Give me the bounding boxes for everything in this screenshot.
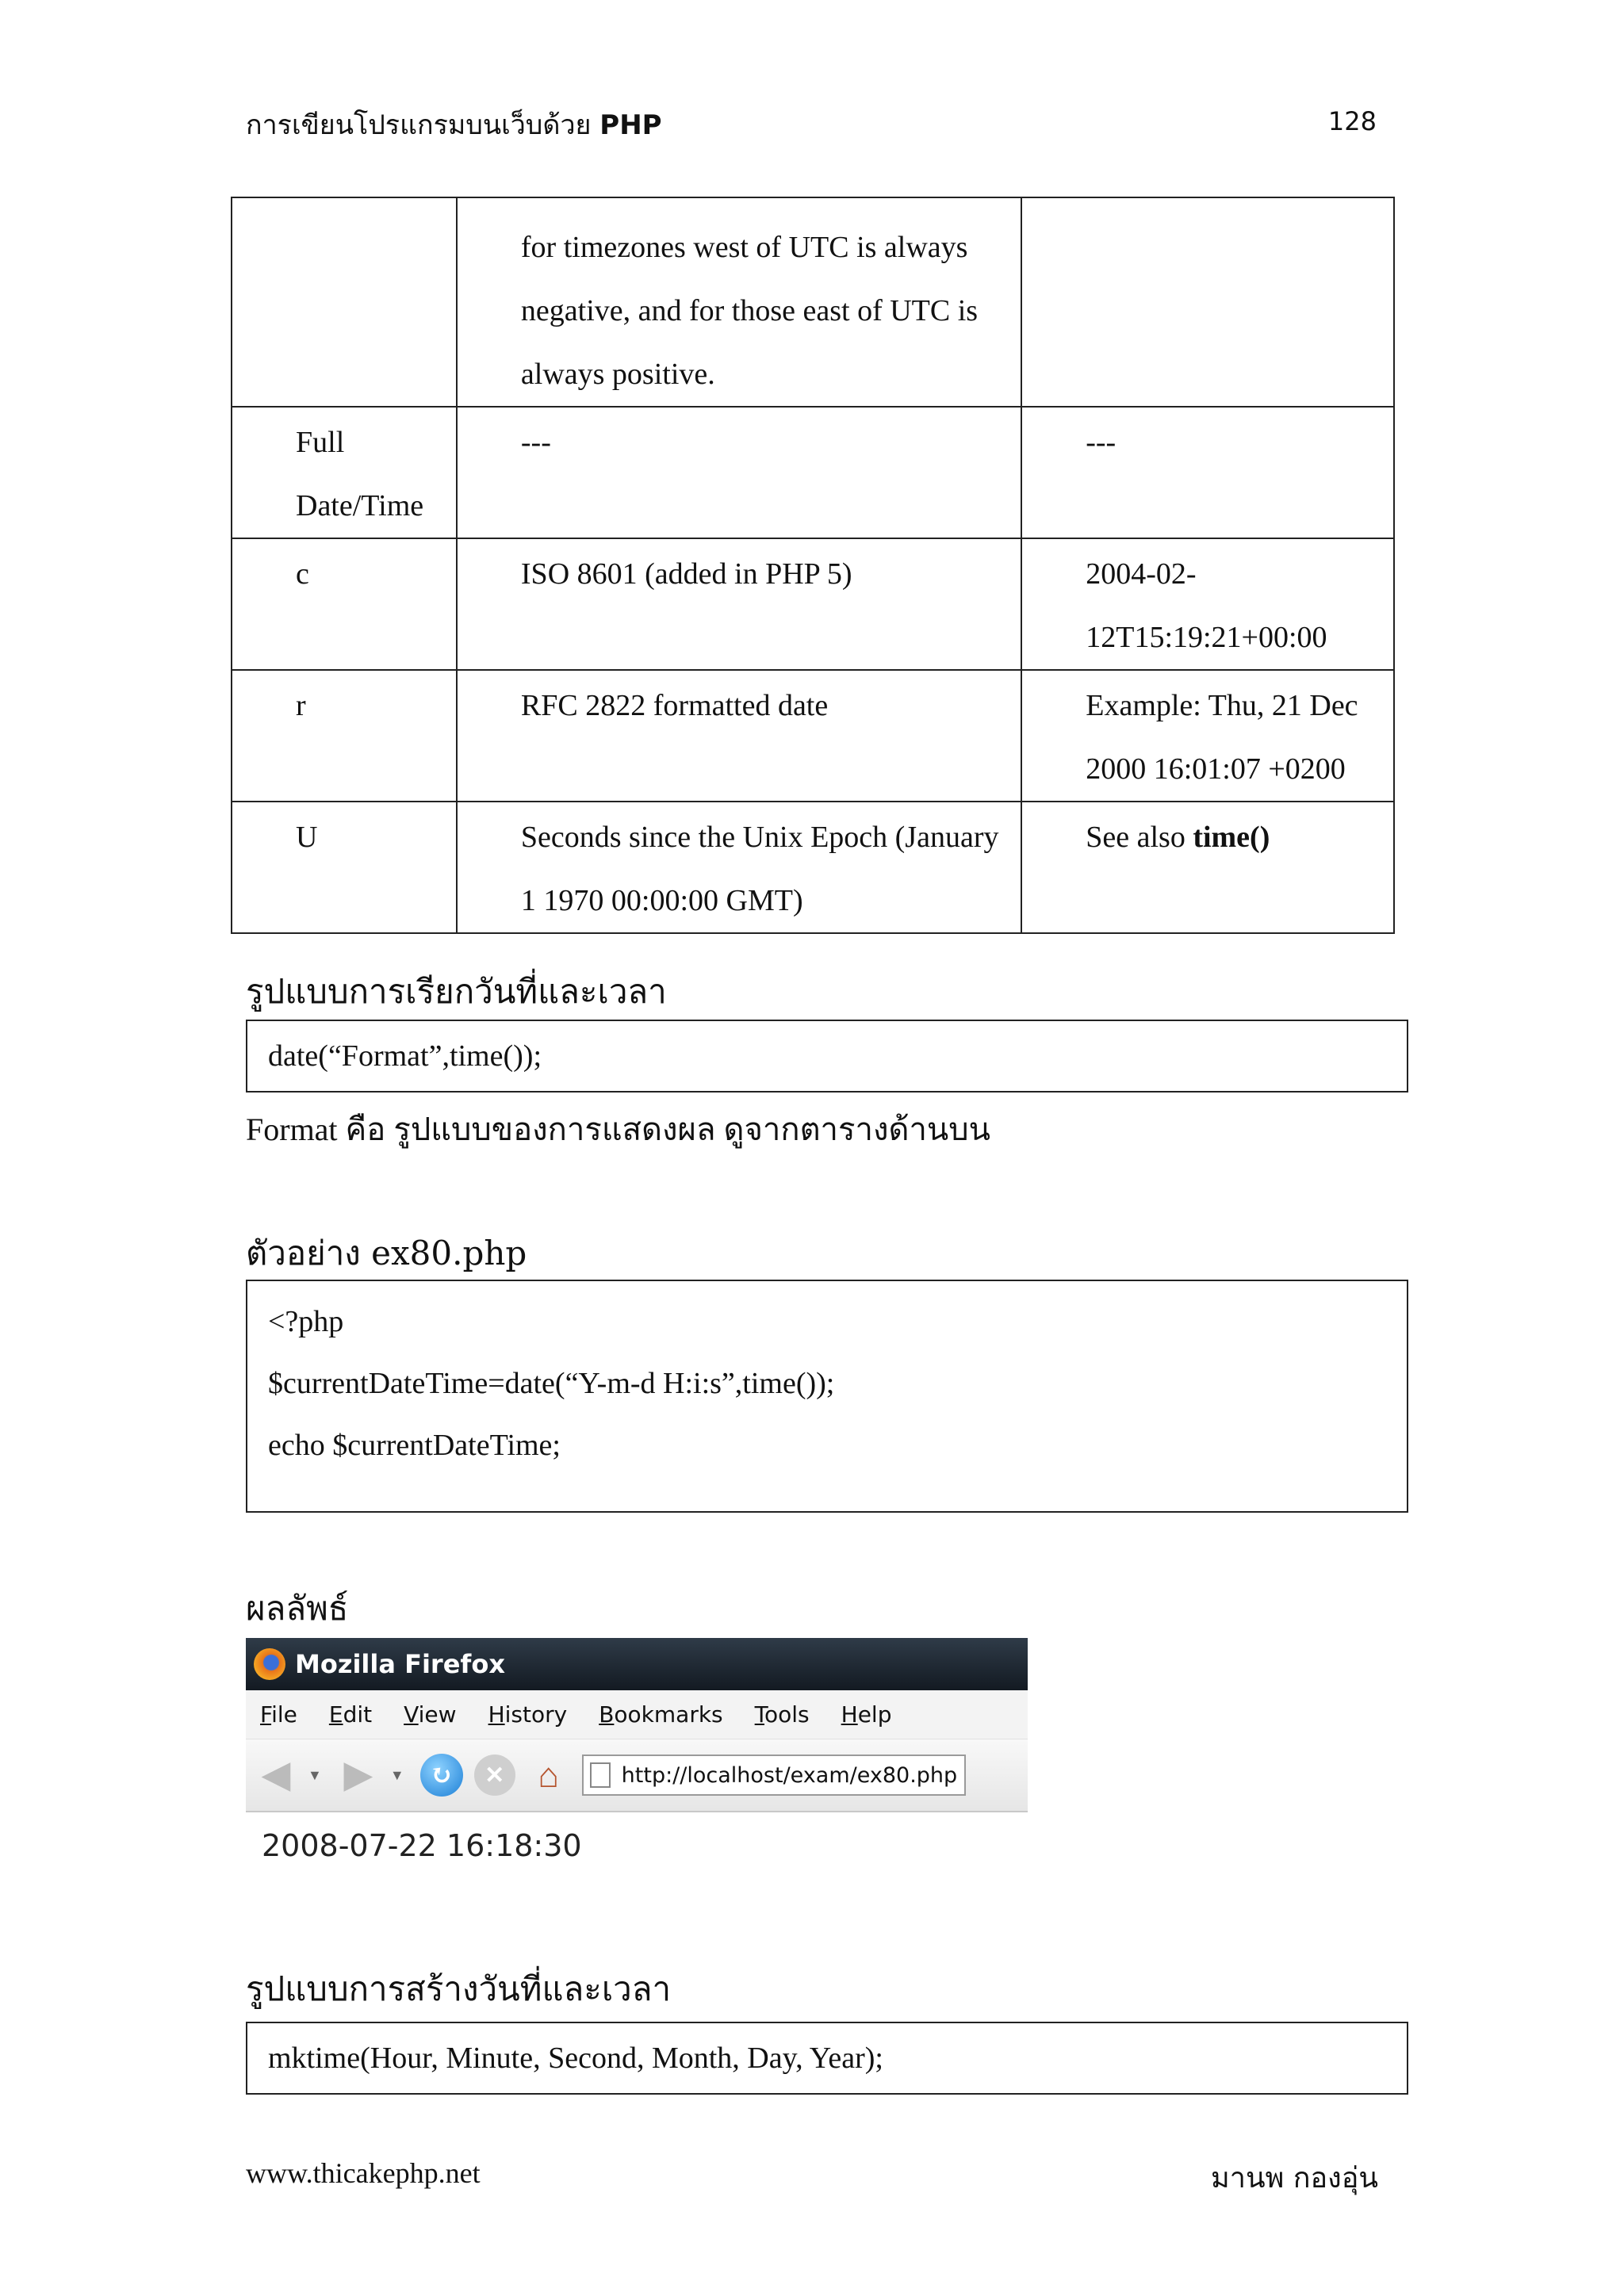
code-line: <?php	[268, 1305, 344, 1338]
section-heading-result: ผลลัพธ์	[246, 1589, 349, 1628]
table-cell: RFC 2822 formatted date	[457, 670, 1021, 802]
chevron-down-icon[interactable]: ▼	[389, 1766, 404, 1783]
page-icon	[590, 1762, 611, 1788]
menu-help[interactable]: Help	[841, 1701, 892, 1728]
menu-view[interactable]: View	[404, 1701, 457, 1728]
table-row	[232, 197, 1394, 407]
code-line: echo $currentDateTime;	[268, 1429, 561, 1462]
cell-line: 1 1970 00:00:00 GMT)	[520, 884, 803, 917]
table-cell: U	[232, 802, 457, 933]
cell-line: Date/Time	[296, 489, 424, 522]
cell-line: 2000 16:01:07 +0200	[1086, 752, 1346, 786]
browser-menu-bar	[246, 1690, 1028, 1739]
code-line: date(“Format”,time());	[268, 1039, 542, 1073]
table-cell	[1021, 538, 1394, 670]
table-row	[232, 802, 1394, 933]
cell-line: 2004-02-	[1086, 557, 1197, 591]
back-arrow-icon[interactable]: ◀	[261, 1754, 291, 1796]
format-note: Format คือ รูปแบบของการแสดงผล ดูจากตารางด้านบน	[246, 1112, 991, 1147]
menu-bookmarks[interactable]: Bookmarks	[599, 1701, 723, 1728]
menu-file[interactable]: File	[260, 1701, 297, 1728]
table-cell	[232, 407, 457, 538]
code-box-date	[246, 1020, 1408, 1093]
browser-title-bar	[246, 1638, 1028, 1690]
table-cell: ISO 8601 (added in PHP 5)	[457, 538, 1021, 670]
page-number: 128	[1327, 106, 1377, 136]
home-icon[interactable]: ⌂	[538, 1755, 559, 1795]
section-heading-call: รูปแบบการเรียกวันที่และเวลา	[246, 972, 667, 1011]
table-cell: ---	[1021, 407, 1394, 538]
header-title-php: PHP	[599, 109, 662, 141]
running-header	[246, 103, 662, 146]
table-cell: c	[232, 538, 457, 670]
code-box-example	[246, 1280, 1408, 1513]
forward-arrow-icon[interactable]: ▶	[343, 1754, 373, 1796]
table-row	[232, 538, 1394, 670]
table-cell	[1021, 197, 1394, 407]
cell-line: for timezones west of UTC is always	[520, 231, 968, 264]
footer-author: มานพ กองอุ่น	[1211, 2162, 1378, 2195]
menu-history[interactable]: History	[488, 1701, 568, 1728]
reload-icon[interactable]: ↻	[420, 1754, 463, 1797]
section-heading-create: รูปแบบการสร้างวันที่และเวลา	[246, 1969, 672, 2008]
stop-icon[interactable]: ✕	[474, 1755, 515, 1796]
date-format-table	[231, 197, 1395, 934]
chevron-down-icon[interactable]: ▼	[308, 1766, 322, 1783]
footer-website: www.thicakephp.net	[246, 2157, 481, 2189]
cell-line: Seconds since the Unix Epoch (January	[520, 821, 999, 854]
url-text: http://localhost/exam/ex80.php	[621, 1762, 958, 1788]
browser-screenshot	[246, 1638, 1028, 1866]
table-cell	[457, 197, 1021, 407]
table-cell	[1021, 670, 1394, 802]
table-row	[232, 407, 1394, 538]
table-cell	[1021, 802, 1394, 933]
firefox-logo-icon	[254, 1648, 285, 1680]
cell-line: Example: Thu, 21 Dec	[1086, 689, 1358, 722]
code-line: $currentDateTime=date(“Y-m-d H:i:s”,time());	[268, 1367, 835, 1400]
cell-line: 12T15:19:21+00:00	[1086, 621, 1327, 654]
code-box-mktime	[246, 2022, 1408, 2095]
section-heading-example: ตัวอย่าง ex80.php	[246, 1234, 527, 1272]
table-cell: r	[232, 670, 457, 802]
table-cell	[232, 197, 457, 407]
table-cell: ---	[457, 407, 1021, 538]
browser-page-output: 2008-07-22 16:18:30	[262, 1828, 582, 1863]
code-line: mktime(Hour, Minute, Second, Month, Day, Year);	[268, 2042, 883, 2075]
menu-tools[interactable]: Tools	[754, 1701, 810, 1728]
browser-title: Mozilla Firefox	[295, 1649, 505, 1679]
cell-line: negative, and for those east of UTC is	[520, 294, 979, 327]
header-title: การเขียนโปรแกรมบนเว็บด้วย	[246, 109, 592, 141]
menu-edit[interactable]: Edit	[328, 1701, 373, 1728]
table-cell	[457, 802, 1021, 933]
cell-line: Full	[296, 426, 345, 459]
cell-line: always positive.	[520, 358, 715, 391]
cell-text: See also	[1086, 821, 1193, 854]
browser-nav-toolbar	[246, 1739, 1028, 1812]
url-bar[interactable]	[582, 1755, 966, 1796]
table-row	[232, 670, 1394, 802]
function-link-text: time()	[1193, 821, 1270, 854]
